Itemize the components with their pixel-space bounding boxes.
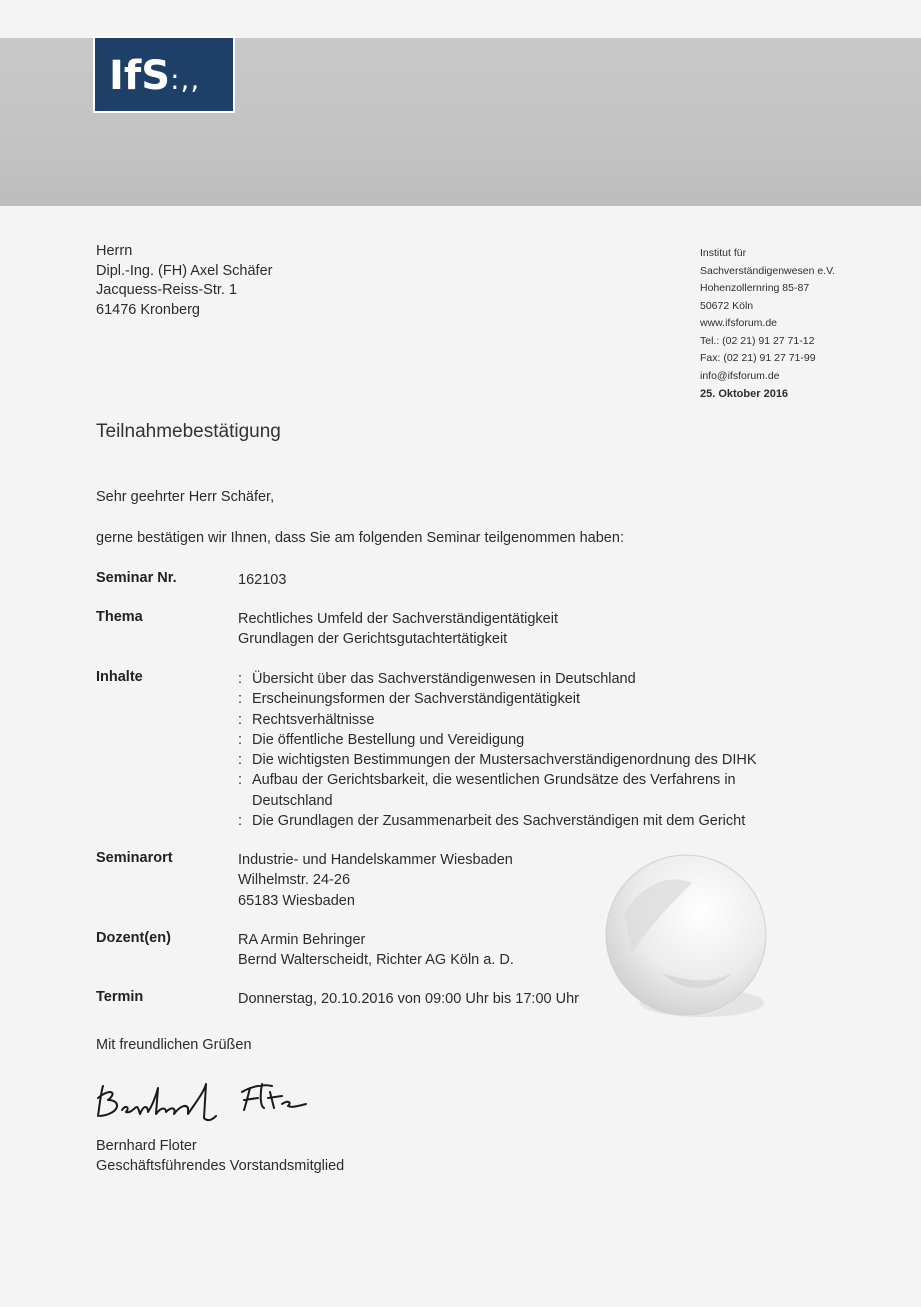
list-item: : Rechtsverhältnisse — [238, 710, 818, 730]
bullet-mark: : — [238, 813, 243, 830]
recipient-line: 61476 Kronberg — [96, 301, 200, 318]
intro-text: gerne bestätigen wir Ihnen, dass Sie am folgenden Seminar teilgenommen haben: — [96, 530, 624, 546]
recipient-line: Jacquess-Reiss-Str. 1 — [96, 282, 238, 298]
date-label: Termin — [96, 989, 144, 1005]
location-line: 65183 Wiesbaden — [238, 892, 355, 909]
sender-line: www.ifsforum.de — [700, 317, 778, 329]
sender-line: Institut für — [700, 247, 747, 259]
sender-line: Tel.: (02 21) 91 27 71-12 — [700, 334, 815, 347]
location-line: Wilhelmstr. 24-26 — [238, 872, 351, 889]
bullet-mark: : — [238, 671, 243, 687]
decorative-crystal-ball-image — [602, 843, 768, 1029]
lecturer-label: Dozent(en) — [96, 930, 171, 946]
signer-title: Geschäftsführendes Vorstandsmitglied — [96, 1158, 345, 1174]
bullet-mark: : — [238, 772, 243, 789]
bullet-mark: : — [238, 691, 243, 708]
closing: Mit freundlichen Grüßen — [96, 1037, 252, 1053]
sender-line: info@ifsforum.de — [700, 369, 780, 382]
content-label: Inhalte — [96, 669, 143, 685]
signer-block — [96, 1136, 344, 1176]
recipient-address — [96, 242, 272, 320]
bullet-mark: : — [238, 752, 243, 769]
sender-line: Fax: (02 21) 91 27 71-99 — [700, 352, 816, 364]
sender-line: 50672 Köln — [700, 299, 754, 312]
location-line: Industrie- und Handelskammer Wiesbaden — [238, 852, 513, 868]
topic-line: Rechtliches Umfeld der Sachverständigentätigkeit — [238, 611, 558, 627]
letter-subject: Teilnahmebestätigung — [96, 421, 281, 442]
recipient-line: Herrn — [96, 243, 133, 259]
bullet-mark: : — [238, 711, 243, 728]
topic-line: Grundlagen der Gerichtsgutachtertätigkeit — [238, 631, 508, 648]
date-value: Donnerstag, 20.10.2016 von 09:00 Uhr bis 17:00 Uhr — [238, 991, 579, 1007]
list-item: : Die Grundlagen der Zusammenarbeit des Sachverständigen mit dem Gericht — [238, 811, 818, 831]
signer-name: Bernhard Floter — [96, 1138, 197, 1154]
list-item: : Die wichtigsten Bestimmungen der Mustersachverständigenordnung des DIHK — [238, 750, 818, 770]
list-item: : Erscheinungsformen der Sachverständigentätigkeit — [238, 689, 818, 709]
ifs-logo: IfS:,, — [93, 36, 235, 113]
bullet-mark: : — [238, 731, 243, 748]
sender-line: Hohenzollernring 85-87 — [700, 282, 810, 294]
lecturer-line: Bernd Walterscheidt, Richter AG Köln a. D. — [238, 952, 514, 969]
handwritten-signature — [92, 1078, 322, 1136]
salutation: Sehr geehrter Herr Schäfer, — [96, 489, 275, 505]
location-label: Seminarort — [96, 850, 173, 866]
topic-value — [238, 609, 798, 650]
sender-address — [700, 245, 835, 404]
letter-date: 25. Oktober 2016 — [700, 388, 789, 400]
list-item: : Übersicht über das Sachverständigenwesen in Deutschland — [238, 669, 818, 689]
seminar-number-label: Seminar Nr. — [96, 570, 177, 586]
recipient-line: Dipl.-Ing. (FH) Axel Schäfer — [96, 262, 273, 279]
content-list — [238, 669, 818, 831]
sender-line: Sachverständigenwesen e.V. — [700, 264, 836, 277]
lecturer-line: RA Armin Behringer — [238, 932, 366, 948]
seminar-number-value: 162103 — [238, 572, 287, 588]
topic-label: Thema — [96, 609, 143, 625]
list-item: : Die öffentliche Bestellung und Vereidigung — [238, 730, 818, 750]
list-item: : Aufbau der Gerichtsbarkeit, die wesentlichen Grundsätze des Verfahrens in Deutschland — [238, 772, 736, 809]
